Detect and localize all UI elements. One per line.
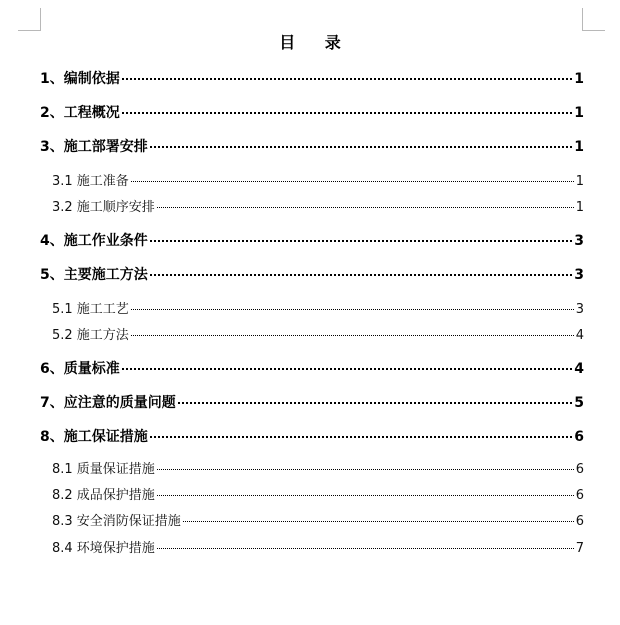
toc-entry[interactable] (40, 358, 584, 378)
dot-leader (150, 146, 573, 148)
dot-leader (122, 368, 573, 370)
toc-title: 目 录 (279, 33, 353, 52)
toc-entry-label: 8.2 成品保护措施 (52, 488, 155, 503)
toc-entry[interactable] (40, 426, 584, 446)
toc-entry[interactable] (40, 392, 584, 412)
toc-entry-label: 5.1 施工工艺 (52, 302, 129, 317)
toc-entry-label: 8.3 安全消防保证措施 (52, 514, 181, 529)
toc-entry[interactable] (40, 264, 584, 284)
toc-entry[interactable] (52, 324, 584, 343)
toc-entry[interactable] (40, 230, 584, 250)
toc-entry-label: 3.2 施工顺序安排 (52, 200, 155, 215)
toc-entry-label: 3、施工部署安排 (40, 139, 148, 155)
toc-entry-label: 8.4 环境保护措施 (52, 541, 155, 556)
dot-leader (157, 207, 574, 208)
dot-leader (131, 335, 574, 336)
toc-entry-page: 6 (575, 488, 584, 503)
toc-entry[interactable] (40, 136, 584, 156)
toc-entry[interactable] (52, 170, 584, 189)
dot-leader (131, 309, 574, 310)
toc-entry-page: 7 (575, 541, 584, 556)
toc-entry-page: 1 (574, 71, 584, 87)
toc-entry-page: 6 (574, 429, 584, 445)
dot-leader (157, 469, 574, 470)
dot-leader (150, 274, 573, 276)
toc-entry-label: 6、质量标准 (40, 361, 120, 377)
toc-entry-page: 3 (574, 267, 584, 283)
toc-entry-page: 3 (574, 233, 584, 249)
dot-leader (122, 112, 573, 114)
toc-entry-label: 2、工程概况 (40, 105, 120, 121)
toc-entry-page: 6 (575, 462, 584, 477)
toc-entry-page: 3 (575, 302, 584, 317)
toc-entry-page: 1 (574, 105, 584, 121)
toc-entry-label: 1、编制依据 (40, 71, 120, 87)
toc-entry-label: 4、施工作业条件 (40, 233, 148, 249)
toc-entry[interactable] (40, 102, 584, 122)
dot-leader (150, 436, 573, 438)
dot-leader (131, 181, 574, 182)
toc-entry-page: 4 (575, 328, 584, 343)
toc-entry-label: 8.1 质量保证措施 (52, 462, 155, 477)
toc-entry[interactable] (52, 196, 584, 215)
toc-entry-label: 8、施工保证措施 (40, 429, 148, 445)
toc-entry[interactable] (40, 68, 584, 88)
toc-entry[interactable] (52, 510, 584, 529)
toc-entry[interactable] (52, 458, 584, 477)
dot-leader (178, 402, 573, 404)
toc-entry[interactable] (52, 537, 584, 556)
toc-entry-page: 5 (574, 395, 584, 411)
dot-leader (122, 78, 573, 80)
toc-entry-label: 5、主要施工方法 (40, 267, 148, 283)
toc-entry-page: 1 (575, 174, 584, 189)
toc-entry[interactable] (52, 298, 584, 317)
toc-entry-page: 1 (574, 139, 584, 155)
toc-entry-label: 5.2 施工方法 (52, 328, 129, 343)
toc-entry-page: 6 (575, 514, 584, 529)
dot-leader (150, 240, 573, 242)
toc-entry-label: 3.1 施工准备 (52, 174, 129, 189)
toc-entry[interactable] (52, 484, 584, 503)
dot-leader (157, 495, 574, 496)
toc-entry-page: 1 (575, 200, 584, 215)
toc-entry-page: 4 (574, 361, 584, 377)
toc-entry-label: 7、应注意的质量问题 (40, 395, 176, 411)
dot-leader (183, 521, 574, 522)
dot-leader (157, 548, 574, 549)
